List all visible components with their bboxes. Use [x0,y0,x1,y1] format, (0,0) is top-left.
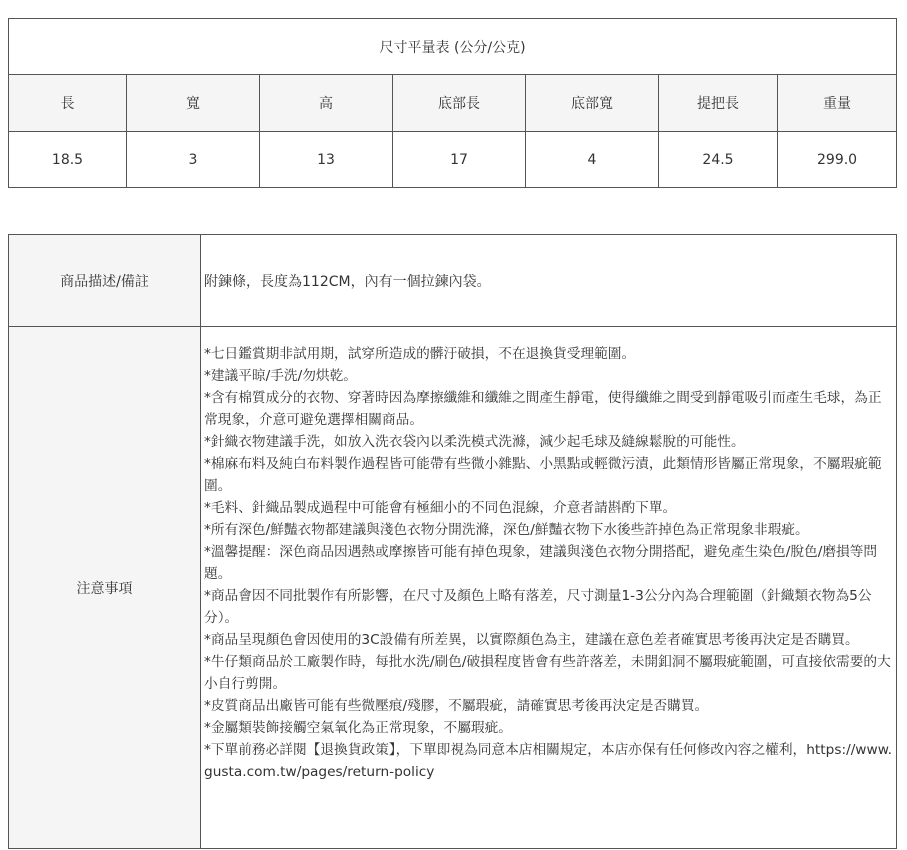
header-handle-length: 提把長 [659,75,778,132]
size-table-header-row [9,75,897,132]
description-text: 附鍊條，長度為112CM，內有一個拉鍊內袋。 [201,235,897,327]
header-width: 寬 [127,75,260,132]
note-item: *針織衣物建議手洗，如放入洗衣袋內以柔洗模式洗滌，減少起毛球及縫線鬆脫的可能性。 [204,434,745,450]
value-handle-length: 24.5 [659,132,778,188]
note-item: *商品會因不同批製作有所影響，在尺寸及顏色上略有落差，尺寸測量1-3公分內為合理範圍（針織類衣物為5公分）。 [204,588,872,626]
note-item: *牛仔類商品於工廠製作時，每批水洗/刷色/破損程度皆會有些許落差，未開釦洞不屬瑕疵範圍，可直接依需要的大小自行剪開。 [204,654,891,692]
header-weight: 重量 [778,75,897,132]
note-item: *棉麻布料及純白布料製作過程皆可能帶有些微小雜點、小黑點或輕微污漬，此類情形皆屬正常現象，不屬瑕疵範圍。 [204,456,882,494]
note-item: *七日鑑賞期非試用期，試穿所造成的髒汙破損，不在退換貨受理範圍。 [204,346,636,362]
header-bottom-length: 底部長 [393,75,526,132]
header-height: 高 [260,75,393,132]
header-bottom-width: 底部寬 [526,75,659,132]
value-length: 18.5 [9,132,127,188]
size-table-title: 尺寸平量表 (公分/公克) [9,19,897,75]
note-item: *商品呈現顏色會因使用的3C設備有所差異，以實際顏色為主，建議在意色差者確實思考後再決定是否購買。 [204,632,859,648]
size-table-value-row [9,132,897,188]
note-item: *毛料、針織品製成過程中可能會有極細小的不同色混線，介意者請斟酌下單。 [204,500,677,516]
header-length: 長 [9,75,127,132]
note-item: *溫馨提醒：深色商品因遇熱或摩擦皆可能有掉色現象，建議與淺色衣物分開搭配，避免產生染色/脫色/磨損等問題。 [204,544,878,582]
value-height: 13 [260,132,393,188]
size-table [8,18,897,188]
value-width: 3 [127,132,260,188]
value-bottom-width: 4 [526,132,659,188]
note-item: *皮質商品出廠皆可能有些微壓痕/殘膠，不屬瑕疵，請確實思考後再決定是否購買。 [204,698,709,714]
notes-row [9,327,897,849]
notes-label: 注意事項 [9,327,201,849]
notes-content [201,327,897,849]
description-row [9,235,897,327]
notes-table [8,234,897,849]
size-table-title-row [9,19,897,75]
note-item: *所有深色/鮮豔衣物都建議與淺色衣物分開洗滌，深色/鮮豔衣物下水後些許掉色為正常現象非瑕疵。 [204,522,809,538]
value-weight: 299.0 [778,132,897,188]
note-item: *下單前務必詳閱【退換貨政策】，下單即視為同意本店相關規定，本店亦保有任何修改內容之權利，https://www.gusta.com.tw/pages/return-policy [204,742,892,780]
description-label: 商品描述/備註 [9,235,201,327]
note-item: *建議平晾/手洗/勿烘乾。 [204,368,357,384]
note-item: *金屬類裝飾接觸空氣氧化為正常現象，不屬瑕疵。 [204,720,512,736]
value-bottom-length: 17 [393,132,526,188]
note-item: *含有棉質成分的衣物、穿著時因為摩擦纖維和纖維之間產生靜電，使得纖維之間受到靜電吸引而產生毛球，為正常現象，介意可避免選擇相關商品。 [204,390,882,428]
